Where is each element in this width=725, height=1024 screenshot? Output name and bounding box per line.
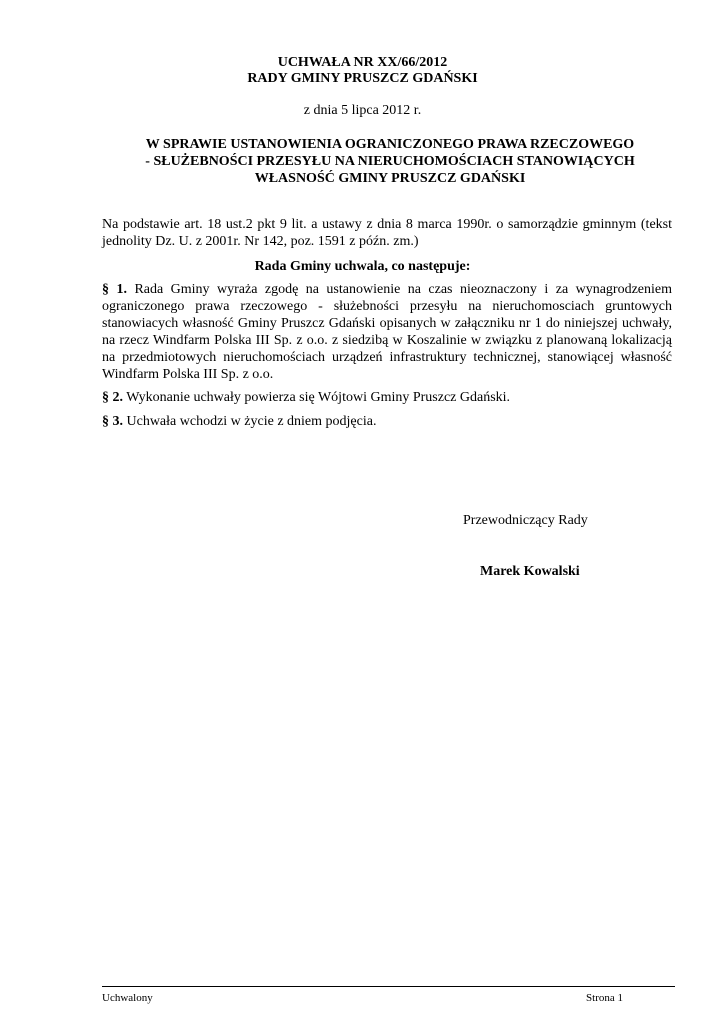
- council-name: RADY GMINY PRUSZCZ GDAŃSKI: [247, 71, 478, 86]
- section-2-text: Wykonanie uchwały powierza się Wójtowi Gminy Pruszcz Gdański.: [126, 390, 511, 405]
- footer-page-number: Strona 1: [586, 992, 623, 1004]
- footer-divider: [102, 986, 675, 987]
- subject-line-2: - SŁUŻEBNOŚCI PRZESYŁU NA NIERUCHOMOŚCIACH STANOWIĄCYCH: [145, 154, 635, 169]
- footer-status: Uchwalony: [102, 992, 153, 1004]
- section-1-label: § 1.: [102, 282, 127, 297]
- subject-line-1: W SPRAWIE USTANOWIENIA OGRANICZONEGO PRAWA RZECZOWEGO: [145, 137, 635, 152]
- section-1-text: Rada Gminy wyraża zgodę na ustanowienie na czas nieoznaczony i za wynagrodzeniem ograniczonego prawa rzeczowego - służebności przesyłu na nieruchomosciach gruntowych stanowiacych własność Gminy Pruszcz Gdański opisanych w załączniku nr 1 do niniejszej uchwały, na rzecz Windfarm Polska III Sp. z o.o. z siedzibą w Koszalinie w związku z planowaną lokalizacją na przedmiotowych nieruchomościach urządzeń infrastruktury technicznej, stanowiącej własność Windfarm Polska III Sp. z o.o.: [102, 282, 673, 382]
- section-3: [102, 413, 672, 430]
- section-3-text: Uchwała wchodzi w życie z dniem podjęcia.: [126, 414, 377, 429]
- section-3-label: § 3.: [102, 414, 123, 429]
- section-2-label: § 2.: [102, 390, 123, 405]
- section-1: [102, 281, 672, 383]
- resolves-heading: Rada Gminy uchwala, co następuje:: [254, 259, 471, 274]
- signatory-role: Przewodniczący Rady: [463, 513, 588, 528]
- signatory-name: Marek Kowalski: [480, 564, 580, 579]
- resolution-date: z dnia 5 lipca 2012 r.: [303, 103, 422, 118]
- resolution-number: UCHWAŁA NR XX/66/2012: [277, 55, 448, 70]
- section-2: [102, 389, 672, 406]
- subject-line-3: WŁASNOŚĆ GMINY PRUSZCZ GDAŃSKI: [254, 171, 526, 186]
- legal-basis: Na podstawie art. 18 ust.2 pkt 9 lit. a ustawy z dnia 8 marca 1990r. o samorządzie gminnym (tekst jednolity Dz. U. z 2001r. Nr 142, poz. 1591 z późn. zm.): [102, 217, 672, 249]
